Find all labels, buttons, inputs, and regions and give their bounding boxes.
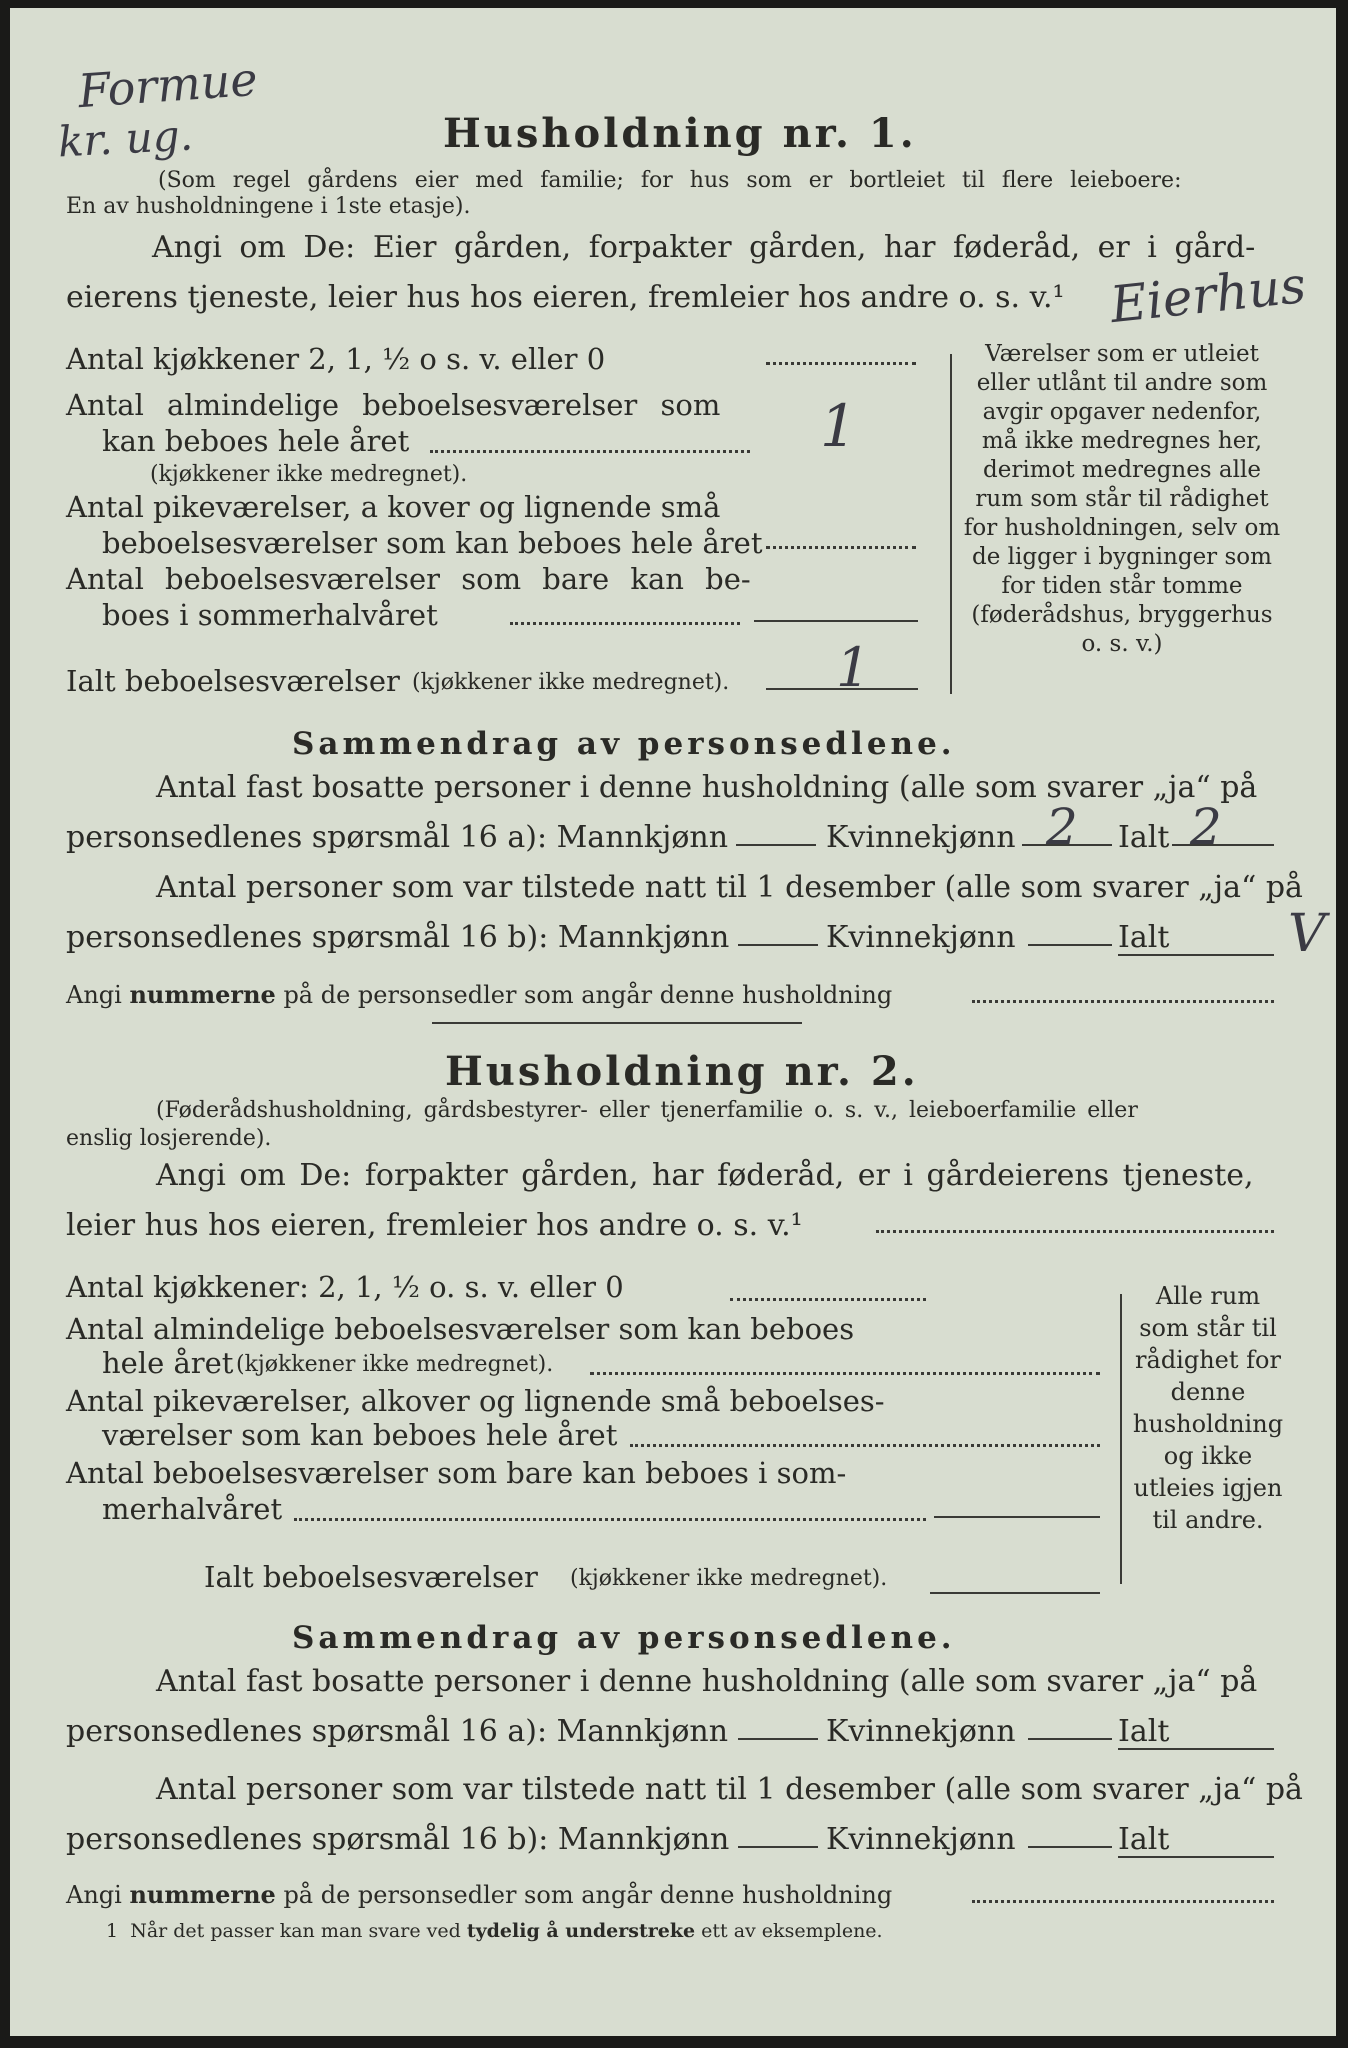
h1-resident-total-label: Ialt	[1118, 820, 1170, 855]
h1-rooms-line1: Antal almindelige beboelsesværelser som	[66, 388, 721, 422]
h2-rooms-line2: hele året	[102, 1346, 234, 1380]
section-divider	[432, 1022, 802, 1024]
h2-summer-field[interactable]	[934, 1516, 1100, 1518]
h2-total-note: (kjøkkener ikke medregnet).	[570, 1566, 888, 1591]
census-form-page	[10, 8, 1336, 2036]
handwritten-total-rooms: 1	[836, 636, 871, 699]
household-1-note-line1: (Som regel gårdens eier med familie; for hus som er bortleiet til flere leieboere:	[158, 168, 1182, 193]
h2-kitchens-label: Antal kjøkkener: 2, 1, ½ o. s. v. eller 0	[66, 1270, 624, 1304]
h1-side-note: Værelser som er utleiet eller utlånt til andre som avgir opgaver nedenfor, må ikke medregnes her, derimot medregnes alle rum som står til rådighet for husholdningen, selv om de ligger i bygninger som for tiden står tomme (føderådshus, bryggerhus o. s. v.)	[963, 341, 1281, 657]
h1-rooms-note: (kjøkkener ikke medregnet).	[150, 462, 468, 487]
household-2-question-line2: leier hus hos eieren, fremleier hos andre o. s. v.¹	[66, 1208, 803, 1243]
h2-brace-line	[1120, 1294, 1122, 1584]
handwritten-total-count: 2	[1190, 798, 1222, 856]
h2-resident-women-label: Kvinnekjønn	[826, 1714, 1016, 1749]
h2-present-women-label: Kvinnekjønn	[826, 1822, 1016, 1857]
h2-summary-title: Sammendrag av personsedlene.	[292, 1620, 956, 1656]
h1-kitchens-label: Antal kjøkkener 2, 1, ½ o s. v. eller 0	[66, 342, 606, 376]
h1-summer-line2: boes i sommerhalvåret	[102, 598, 438, 632]
h2-resident-line1: Antal fast bosatte personer i denne husholdning (alle som svarer „ja“ på	[156, 1664, 1258, 1699]
h2-numbers-field[interactable]	[972, 1900, 1274, 1903]
h2-present-men-field[interactable]	[738, 1846, 818, 1848]
h2-present-women-field[interactable]	[1028, 1846, 1112, 1848]
h2-side-note: Alle rum som står til rådighet for denne husholdning og ikke utleies igjen til andre.	[1132, 1282, 1284, 1534]
household-2-note-line1: (Føderådshusholdning, gårdsbestyrer- eller tjenerfamilie o. s. v., leieboerfamilie eller	[156, 1098, 1138, 1123]
h2-summer-line1: Antal beboelsesværelser som bare kan beboes i som-	[66, 1456, 847, 1490]
h1-present-total-field[interactable]	[1118, 954, 1274, 956]
h1-summer-dots	[510, 622, 740, 625]
h1-present-women-field[interactable]	[1028, 944, 1112, 946]
household-1-question-line2: eierens tjeneste, leier hus hos eieren, fremleier hos andre o. s. v.¹	[66, 280, 1065, 315]
h1-present-total-label: Ialt	[1118, 920, 1170, 955]
handwritten-rooms-count: 1	[820, 392, 857, 460]
h1-brace-line	[950, 354, 952, 694]
h2-resident-total-label: Ialt	[1118, 1714, 1170, 1749]
h1-present-men-field[interactable]	[738, 944, 818, 946]
h1-summary-title: Sammendrag av personsedlene.	[292, 726, 956, 762]
h1-summer-line1: Antal beboelsesværelser som bare kan be-	[66, 562, 751, 596]
h1-maid-field[interactable]	[766, 546, 916, 549]
h1-total-note: (kjøkkener ikke medregnet).	[412, 670, 730, 695]
household-2-note-line2: enslig losjerende).	[66, 1126, 272, 1151]
h1-resident-men-field[interactable]	[736, 844, 816, 846]
h2-rooms-line1: Antal almindelige beboelsesværelser som kan beboes	[66, 1312, 855, 1346]
h2-resident-men-field[interactable]	[738, 1738, 818, 1740]
h2-resident-total-field[interactable]	[1118, 1748, 1274, 1750]
handwritten-note-kr-ug: kr. ug.	[56, 110, 195, 167]
h1-present-line2: personsedlenes spørsmål 16 b): Mannkjønn	[66, 920, 730, 955]
h1-numbers-label: Angi nummerne på de personsedler som angår denne husholdning	[66, 980, 893, 1009]
h1-total-label: Ialt beboelsesværelser	[66, 664, 400, 698]
h1-maid-line2: beboelsesværelser som kan beboes hele året	[102, 526, 763, 560]
h1-resident-total-field[interactable]	[1172, 844, 1274, 846]
h1-present-line1: Antal personer som var tilstede natt til 1 desember (alle som svarer „ja“ på	[156, 870, 1303, 905]
h1-summer-field[interactable]	[754, 620, 918, 622]
h2-resident-women-field[interactable]	[1028, 1738, 1112, 1740]
h1-resident-women-label: Kvinnekjønn	[826, 820, 1016, 855]
h1-present-women-label: Kvinnekjønn	[826, 920, 1016, 955]
handwritten-note-formue: Formue	[76, 51, 260, 119]
h2-maid-line2: værelser som kan beboes hele året	[102, 1418, 618, 1452]
h1-kitchens-field[interactable]	[766, 362, 916, 365]
h2-maid-line1: Antal pikeværelser, alkover og lignende små beboelses-	[66, 1384, 885, 1418]
h2-present-line1: Antal personer som var tilstede natt til 1 desember (alle som svarer „ja“ på	[156, 1772, 1303, 1807]
h1-resident-line2: personsedlenes spørsmål 16 a): Mannkjønn	[66, 820, 729, 855]
h1-resident-line1: Antal fast bosatte personer i denne husholdning (alle som svarer „ja“ på	[156, 770, 1258, 805]
household-1-question-line1: Angi om De: Eier gården, forpakter gården, har føderåd, er i gård-	[152, 230, 1256, 265]
h1-numbers-field[interactable]	[972, 1000, 1274, 1003]
h2-summer-line2: merhalvåret	[102, 1492, 283, 1526]
h2-kitchens-field[interactable]	[730, 1298, 926, 1301]
household-2-question-line1: Angi om De: forpakter gården, har føderåd, er i gårdeierens tjeneste,	[156, 1158, 1254, 1193]
h2-present-line2: personsedlenes spørsmål 16 b): Mannkjønn	[66, 1822, 730, 1857]
household-1-title: Husholdning nr. 1.	[443, 110, 917, 157]
h1-rooms-line2: kan beboes hele året	[102, 424, 410, 458]
handwritten-check-mark: V	[1288, 904, 1326, 964]
h2-summer-dots	[294, 1518, 926, 1521]
h2-rooms-field[interactable]	[590, 1372, 1100, 1375]
household-1-note-line2: En av husholdningene i 1ste etasje).	[66, 194, 471, 219]
h2-rooms-note: (kjøkkener ikke medregnet).	[236, 1352, 554, 1377]
h2-total-field[interactable]	[930, 1592, 1100, 1594]
h2-total-label: Ialt beboelsesværelser	[204, 1560, 538, 1594]
h2-numbers-label: Angi nummerne på de personsedler som angår denne husholdning	[66, 1880, 893, 1909]
h2-resident-line2: personsedlenes spørsmål 16 a): Mannkjønn	[66, 1714, 729, 1749]
h2-maid-field[interactable]	[630, 1444, 1100, 1447]
household-2-title: Husholdning nr. 2.	[445, 1048, 919, 1095]
h2-present-total-field[interactable]	[1118, 1856, 1274, 1858]
handwritten-women-count: 2	[1046, 798, 1078, 856]
footnote: 1 Når det passer kan man svare ved tydelig å understreke ett av eksemplene.	[106, 1920, 883, 1942]
h2-question-field[interactable]	[876, 1230, 1274, 1233]
handwritten-answer-eierhus: Eierhus	[1107, 255, 1309, 335]
h1-maid-line1: Antal pikeværelser, a kover og lignende små	[66, 490, 721, 524]
h1-rooms-dots	[430, 450, 750, 453]
h2-present-total-label: Ialt	[1118, 1822, 1170, 1857]
